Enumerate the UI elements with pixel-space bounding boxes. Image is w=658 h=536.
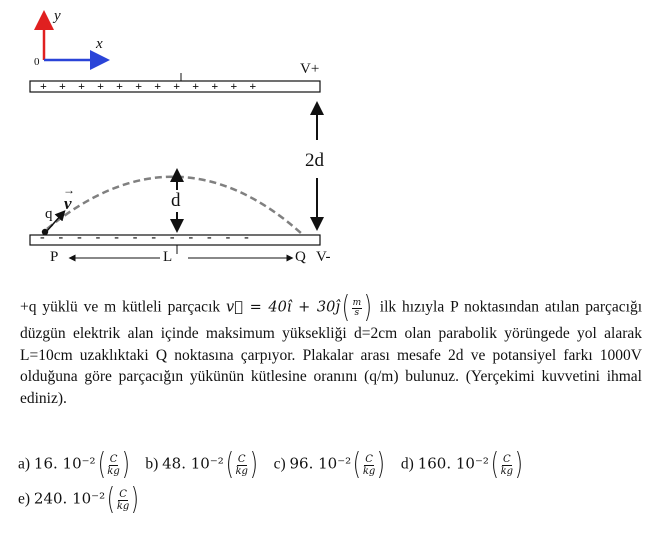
y-axis-label: y xyxy=(54,8,61,24)
point-p-label: P xyxy=(50,249,59,265)
question-text xyxy=(20,290,643,409)
height-label: d xyxy=(171,190,181,211)
point-q-label: Q xyxy=(295,249,306,265)
gap-label: 2d xyxy=(305,150,324,171)
option-a[interactable]: a) 16. 10⁻² ( $\frac{C}{kg}$ ) xyxy=(18,447,130,482)
question-body: ilk hızıyla P noktasından atılan parçacığı düzgün elektrik alan içinde maksimum yüksekliği d=2cm olan parabolik yörüngede yol alarak L=10cm uzaklıktaki Q noktasına çarpıyor. Plakalar arası mesafe 2d ve potansiyel farkı 1000V olduğuna göre parçacığın yükünün kütlesine oranını (q/m) bulunuz. (Yerçekimi kuvvetini ihmal ediniz). xyxy=(20,298,643,407)
option-c[interactable]: c) 96. 10⁻² ( $\frac{C}{kg}$ ) xyxy=(273,447,386,482)
top-plate-charges: + + + + + + + + + + + + xyxy=(40,79,261,93)
option-d[interactable]: d) 160. 10⁻² ( $\frac{C}{kg}$ ) xyxy=(400,447,524,482)
velocity-unit: ( $\frac{m}{s}$ ) xyxy=(341,290,373,325)
option-b[interactable]: b) 48. 10⁻² ( $\frac{C}{kg}$ ) xyxy=(145,447,258,482)
x-axis-label: x xyxy=(96,36,103,52)
length-label: L xyxy=(163,249,173,265)
bottom-plate-label: V- xyxy=(316,249,331,265)
velocity-unit-num: m xyxy=(352,297,362,308)
options-row-2 xyxy=(18,482,151,517)
velocity-expression: v⃗ = 40î + 30ĵ xyxy=(226,299,340,316)
origin-label: 0 xyxy=(34,56,40,68)
question-prefix: +q yüklü ve m kütleli parçacık xyxy=(20,298,221,316)
options-row-1 xyxy=(18,447,535,482)
bottom-plate-charges: - - - - - - - - - - - - xyxy=(40,230,255,245)
option-e[interactable]: e) 240. 10⁻² ( $\frac{C}{kg}$ ) xyxy=(18,482,140,517)
velocity-overarrow: → xyxy=(63,183,75,197)
top-plate-label: V+ xyxy=(300,61,320,77)
velocity-unit-den: s xyxy=(354,307,360,318)
charge-label: q xyxy=(45,206,53,222)
velocity-label: v xyxy=(64,194,72,213)
